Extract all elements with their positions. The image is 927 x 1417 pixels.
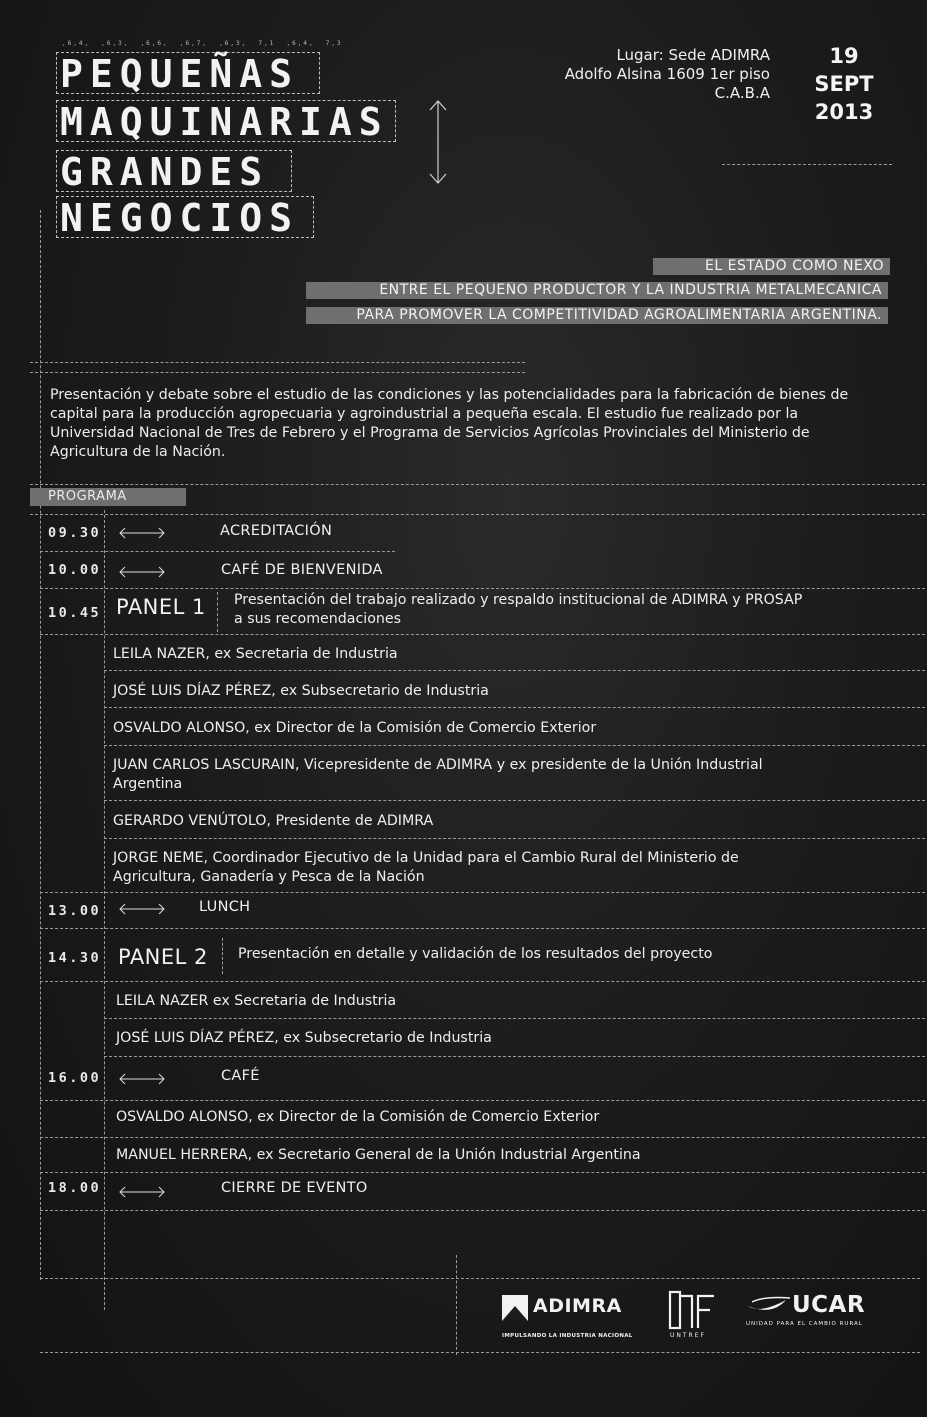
date-month: SEPT (814, 72, 874, 96)
speaker-item: JOSÉ LUIS DÍAZ PÉREZ, ex Subsecretario de Industria (113, 683, 489, 699)
double-arrow-horizontal-icon (118, 527, 166, 539)
speaker-item: MANUEL HERRERA, ex Secretario General de la Unión Industrial Argentina (116, 1147, 641, 1163)
venue-city: C.A.B.A (714, 84, 770, 102)
speaker-item: GERARDO VENÚTOLO, Presidente de ADIMRA (113, 813, 434, 829)
guide-line (222, 938, 223, 974)
ruler-ticks: ,6,4, ,6,3, ,6,6, ,6,7, ,6,3, 7,1 ,6,4, 7,3 (62, 40, 343, 47)
time-1300: 13.00 (48, 903, 102, 919)
speaker-item: LEILA NAZER ex Secretaria de Industria (116, 993, 397, 1009)
time-1800: 18.00 (48, 1180, 102, 1196)
double-arrow-horizontal-icon (118, 1073, 166, 1085)
event-lunch: LUNCH (199, 899, 251, 915)
guide-line (40, 588, 925, 589)
guide-line (217, 592, 218, 632)
guide-line (40, 1278, 920, 1279)
intro-paragraph: Presentación y debate sobre el estudio de las condiciones y las potencialidades para la fabricación de bienes de capital para la producción agropecuaria y agroindustrial a pequeña escala. El estudio fue realizado por la Universidad Nacional de Tres de Febrero y el Programa de Servicios Agrícolas Provinciales del Ministerio de Agricultura de la Nación. (50, 387, 849, 460)
event-date (806, 42, 882, 126)
guide-line (104, 1018, 925, 1019)
time-1600: 16.00 (48, 1070, 102, 1086)
event-cafe-bienvenida: CAFÉ DE BIENVENIDA (221, 562, 383, 578)
speaker-item: JOSÉ LUIS DÍAZ PÉREZ, ex Subsecretario de Industria (116, 1030, 492, 1046)
venue-info (565, 46, 770, 103)
adimra-logo (502, 1295, 633, 1345)
guide-line (40, 551, 395, 552)
tagline-line-3: PARA PROMOVER LA COMPETITIVIDAD AGROALIMENTARIA ARGENTINA. (306, 307, 888, 324)
guide-line (104, 510, 105, 1310)
ucar-subtitle: UNIDAD PARA EL CAMBIO RURAL (746, 1321, 863, 1327)
title-line-1: PEQUEÑAS (60, 52, 300, 96)
guide-line (30, 372, 525, 373)
untref-name: UNTREF (670, 1332, 706, 1339)
guide-line (40, 210, 41, 1280)
event-cafe: CAFÉ (221, 1068, 260, 1084)
panel-2-title: PANEL 2 (118, 945, 208, 969)
guide-line (40, 892, 925, 893)
guide-line (40, 928, 925, 929)
tagline-line-2: ENTRE EL PEQUEÑO PRODUCTOR Y LA INDUSTRIA METALMECÁNICA (306, 282, 888, 299)
time-1430: 14.30 (48, 950, 102, 966)
guide-line (104, 745, 925, 746)
guide-line (40, 981, 925, 982)
guide-line (40, 634, 925, 635)
guide-line (30, 362, 525, 363)
guide-line (40, 1172, 925, 1173)
panel-2-description: Presentación en detalle y validación de los resultados del proyecto (238, 946, 713, 962)
ucar-logo (746, 1294, 868, 1330)
speaker-item: OSVALDO ALONSO, ex Director de la Comisión de Comercio Exterior (113, 720, 597, 736)
guide-line (40, 1100, 925, 1101)
double-arrow-horizontal-icon (118, 1186, 166, 1198)
time-1045: 10.45 (48, 605, 102, 621)
programa-label: PROGRAMA (30, 488, 186, 506)
panel-1-description: Presentación del trabajo realizado y respaldo institucional de ADIMRA y PROSAP a sus recomendaciones (234, 592, 803, 627)
title-line-4: NEGOCIOS (60, 196, 300, 240)
time-0930: 09.30 (48, 525, 102, 541)
double-arrow-horizontal-icon (118, 566, 166, 578)
panel-1-title: PANEL 1 (116, 595, 206, 619)
venue-line: Lugar: Sede ADIMRA (616, 46, 770, 64)
guide-line (104, 707, 925, 708)
event-cierre: CIERRE DE EVENTO (221, 1180, 368, 1196)
guide-line (40, 1137, 925, 1138)
guide-line (40, 1210, 925, 1211)
title-line-3: GRANDES (60, 150, 270, 194)
date-day: 19 (829, 44, 859, 68)
guide-line (456, 1255, 457, 1355)
event-acreditacion: ACREDITACIÓN (220, 523, 333, 539)
adimra-subtitle: IMPULSANDO LA INDUSTRIA NACIONAL (502, 1333, 633, 1339)
speaker-item: LEILA NAZER, ex Secretaria de Industria (113, 646, 398, 662)
ucar-swoosh-icon (746, 1296, 792, 1316)
double-arrow-horizontal-icon (118, 903, 166, 915)
untref-mark-icon (668, 1290, 716, 1332)
untref-logo (668, 1290, 718, 1342)
time-1000: 10.00 (48, 562, 102, 578)
date-year: 2013 (814, 100, 874, 124)
ucar-name: UCAR (792, 1292, 866, 1318)
double-arrow-vertical-icon (428, 98, 448, 186)
guide-line (722, 164, 892, 165)
guide-line (104, 838, 925, 839)
guide-line (104, 800, 925, 801)
adimra-name: ADIMRA (533, 1295, 622, 1317)
venue-address: Adolfo Alsina 1609 1er piso (564, 65, 770, 83)
guide-line (104, 670, 925, 671)
speaker-item: JORGE NEME, Coordinador Ejecutivo de la Unidad para el Cambio Rural del Ministerio de Agricultura, Ganadería y Pesca de la Nación (113, 850, 739, 885)
guide-line (30, 514, 925, 515)
guide-line (40, 1352, 920, 1353)
speaker-item: JUAN CARLOS LASCURAIN, Vicepresidente de ADIMRA y ex presidente de la Unión Industrial Argentina (113, 757, 763, 792)
adimra-mountain-icon (502, 1295, 528, 1321)
tagline-line-1: EL ESTADO COMO NEXO (653, 258, 890, 275)
speaker-item: OSVALDO ALONSO, ex Director de la Comisión de Comercio Exterior (116, 1109, 600, 1125)
title-line-2: MAQUINARIAS (60, 100, 389, 144)
guide-line (104, 1056, 925, 1057)
guide-line (30, 484, 925, 485)
